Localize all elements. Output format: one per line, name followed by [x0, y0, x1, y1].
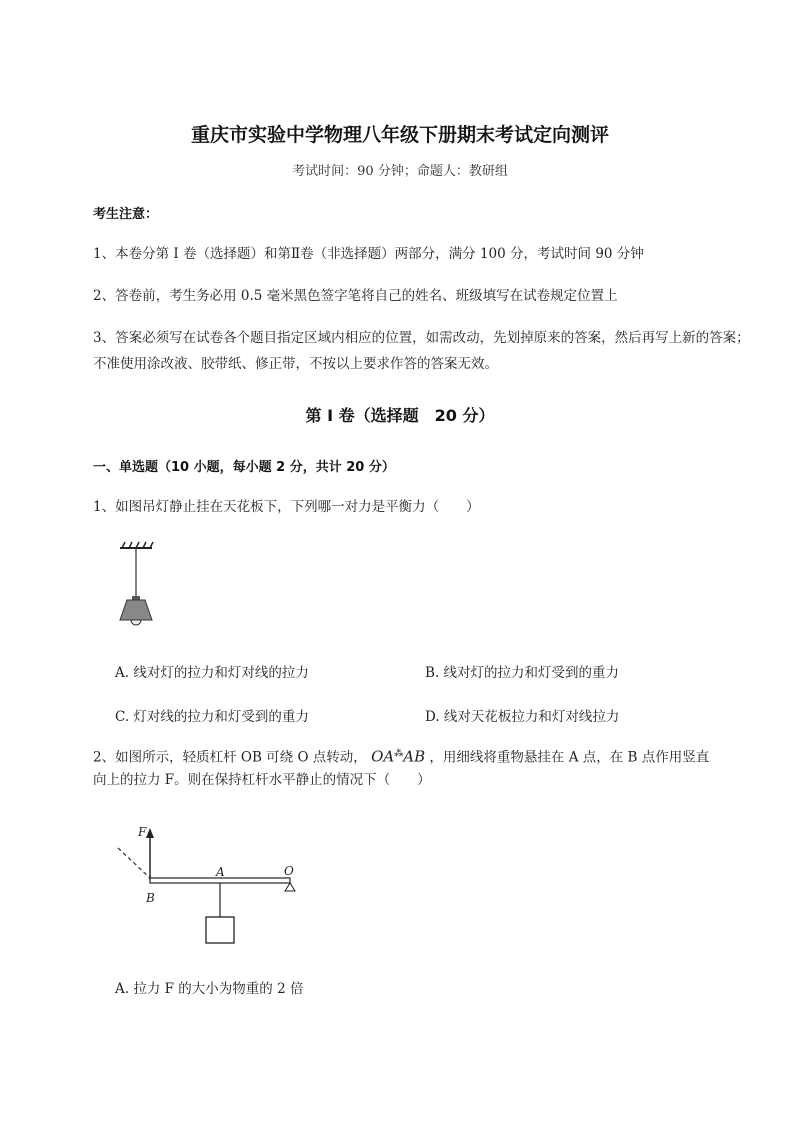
- label-f: F: [138, 825, 147, 839]
- note-2: 2、答卷前，考生务必用 0.5 毫米黑色签字笔将自己的姓名、班级填写在试卷规定位置上: [93, 288, 618, 304]
- note-1: 1、本卷分第 I 卷（选择题）和第Ⅱ卷（非选择题）两部分，满分 100 分，考试时间 90 分钟: [93, 246, 644, 262]
- exam-info: 考试时间：90 分钟；命题人：教研组: [292, 164, 508, 179]
- q2-math-ab: AB: [403, 747, 426, 766]
- q1-option-b: B. 线对灯的拉力和灯受到的重力: [425, 665, 620, 681]
- q2-stem-part2: ，用细线将重物悬挂在 A 点，在 B 点作用竖直: [429, 749, 710, 766]
- lever-figure: [110, 820, 310, 950]
- page-title: 重庆市实验中学物理八年级下册期末考试定向测评: [190, 124, 609, 146]
- q2-math-oa: OA: [371, 747, 395, 766]
- q1-option-c: C. 灯对线的拉力和灯受到的重力: [115, 709, 309, 725]
- q2-stem-line2: 向上的拉力 F。则在保持杠杆水平静止的情况下（ ）: [93, 772, 431, 788]
- label-b: B: [146, 891, 155, 905]
- hanging-lamp-figure: [110, 540, 170, 635]
- q2-option-a: A. 拉力 F 的大小为物重的 2 倍: [115, 981, 304, 997]
- question-1-stem: 1、如图吊灯静止挂在天花板下，下列哪一对力是平衡力（ ）: [93, 499, 480, 515]
- note-3: 3、答案必须写在试卷各个题目指定区域内相应的位置，如需改动，先划掉原来的答案，然后再写上新的答案；不准使用涂改液、胶带纸、修正带，不按以上要求作答的答案无效。: [93, 330, 750, 372]
- section-title: 第 I 卷（选择题 20 分）: [305, 406, 495, 425]
- q1-option-a: A. 线对灯的拉力和灯对线的拉力: [115, 665, 309, 681]
- q2-stem-part1: 2、如图所示，轻质杠杆 OB 可绕 O 点转动，: [93, 749, 367, 766]
- notes-heading: 考生注意：: [93, 207, 159, 222]
- label-o: O: [284, 864, 294, 878]
- label-a: A: [216, 865, 225, 879]
- q2-math-symbol: ⁂: [394, 749, 404, 759]
- q1-option-d: D. 线对天花板拉力和灯对线拉力: [425, 709, 620, 725]
- part-heading: 一、单选题（10 小题，每小题 2 分，共计 20 分）: [93, 460, 395, 475]
